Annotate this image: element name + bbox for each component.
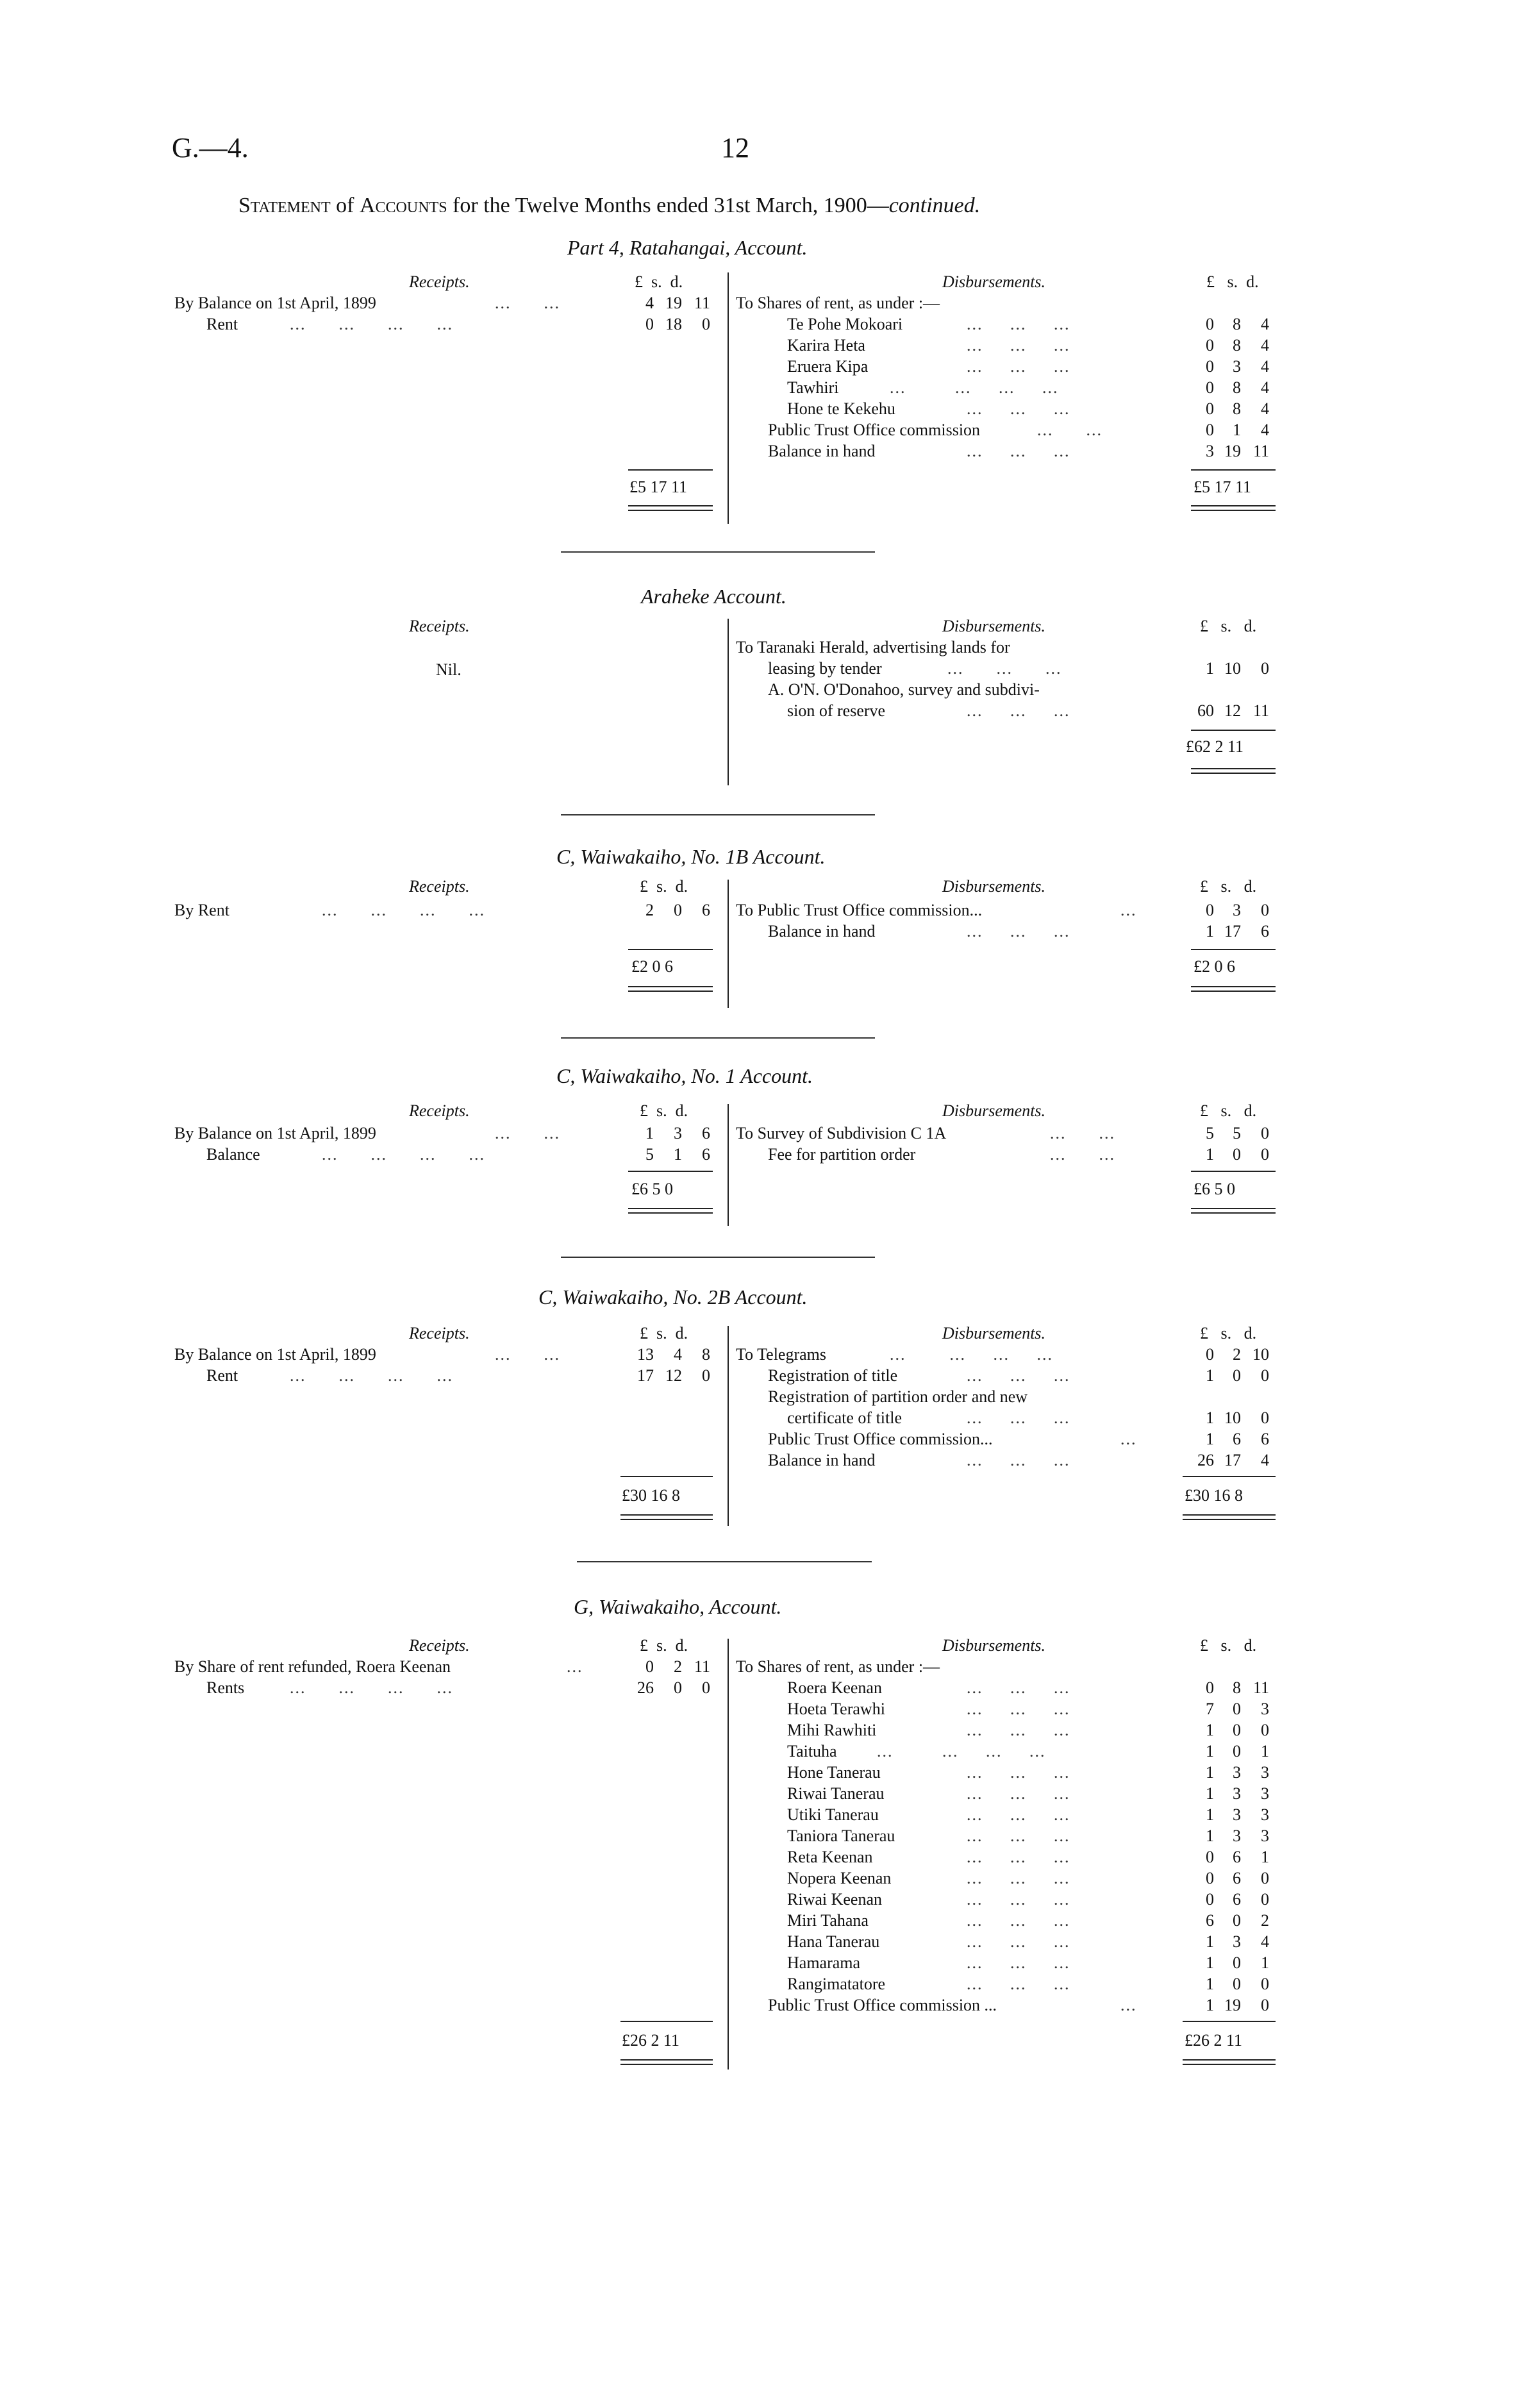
disbursement-row: Eruera Kipa ... ... ... 0 3 4: [787, 357, 1269, 376]
disbursement-header: To Shares of rent, as under :—: [736, 1657, 940, 1676]
total-double-rule: [628, 510, 713, 511]
disbursement-row: Tawhiri ... ... ... ... 0 8 4: [787, 378, 1269, 397]
disbursement-row: Reta Keenan ... ... ... 0 6 1: [787, 1848, 1269, 1866]
receipt-row: Rent ... ... ... ... 17 12 0: [206, 1366, 710, 1385]
receipts-units: £ s. d.: [640, 1636, 688, 1655]
total-double-rule: [1191, 1212, 1276, 1214]
disbursements-total: £6 5 0: [1194, 1180, 1235, 1198]
receipts-units: £ s. d.: [635, 272, 683, 291]
disbursements-heading: Disbursements.: [942, 877, 1046, 896]
total-double-rule: [1183, 2064, 1276, 2065]
disbursement-row: Taituha ... ... ... ... 1 0 1: [787, 1742, 1269, 1760]
total-double-rule: [628, 986, 713, 987]
disbursements-units: £ s. d.: [1206, 272, 1259, 291]
total-double-rule: [628, 1208, 713, 1209]
section-separator: [561, 814, 875, 815]
receipt-row: Rents ... ... ... ... 26 0 0: [206, 1678, 710, 1697]
total-rule: [1183, 1476, 1276, 1477]
receipts-total: £26 2 11: [622, 2031, 680, 2050]
receipt-row: By Balance on 1st April, 1899 ... ... 1 3 6: [174, 1124, 710, 1142]
section-separator: [561, 1257, 875, 1258]
receipts-heading: Receipts.: [409, 877, 470, 896]
disbursements-units: £ s. d.: [1200, 877, 1257, 896]
disbursement-row: Taniora Tanerau ... ... ... 1 3 3: [787, 1827, 1269, 1845]
disbursement-row: Riwai Tanerau ... ... ... 1 3 3: [787, 1784, 1269, 1803]
section-separator: [561, 1037, 875, 1039]
total-double-rule: [620, 2059, 713, 2061]
disbursement-row: To Public Trust Office commission... ... 0 3 0: [736, 901, 1269, 919]
receipt-row: By Balance on 1st April, 1899 ... ... 13 4 8: [174, 1345, 710, 1364]
total-double-rule: [1191, 505, 1276, 506]
disbursement-row: Hone Tanerau ... ... ... 1 3 3: [787, 1763, 1269, 1782]
disbursements-units: £ s. d.: [1200, 1324, 1257, 1342]
disbursement-row: certificate of title ... ... ... 1 10 0: [787, 1409, 1269, 1427]
disbursements-total: £62 2 11: [1186, 737, 1244, 756]
total-double-rule: [1191, 773, 1276, 774]
disbursements-heading: Disbursements.: [942, 1324, 1046, 1342]
receipts-units: £ s. d.: [640, 1101, 688, 1120]
receipts-heading: Receipts.: [409, 1636, 470, 1655]
disbursement-row: Mihi Rawhiti ... ... ... 1 0 0: [787, 1721, 1269, 1739]
disbursement-row: Riwai Keenan ... ... ... 0 6 0: [787, 1890, 1269, 1909]
disbursements-total: £2 0 6: [1194, 957, 1235, 976]
total-rule: [628, 469, 713, 471]
page-reference: G.—4.: [172, 132, 249, 163]
disbursements-total: £5 17 11: [1194, 478, 1252, 496]
total-rule: [1191, 949, 1276, 950]
total-rule: [620, 2021, 713, 2022]
disbursements-units: £ s. d.: [1200, 617, 1257, 635]
total-double-rule: [620, 1514, 713, 1516]
disbursement-row: Public Trust Office commission... ... 1 6 6: [768, 1430, 1269, 1448]
disbursement-row: Registration of partition order and new: [768, 1387, 1028, 1406]
disbursement-row: Public Trust Office commission ... ... 0 1 4: [768, 421, 1269, 439]
disbursement-row: Public Trust Office commission ... ... 1 19 0: [768, 1996, 1269, 2014]
disbursement-row: Hoeta Terawhi ... ... ... 7 0 3: [787, 1700, 1269, 1718]
total-double-rule: [1191, 510, 1276, 511]
receipt-row: By Share of rent refunded, Roera Keenan ... 0 2 11: [174, 1657, 710, 1676]
disbursement-row: To Survey of Subdivision C 1A ... ... 5 5 0: [736, 1124, 1269, 1142]
disbursement-row: A. O'N. O'Donahoo, survey and subdivi-: [768, 680, 1040, 699]
total-double-rule: [620, 2064, 713, 2065]
disbursements-heading: Disbursements.: [942, 272, 1046, 291]
disbursement-row: Balance in hand ... ... ... 3 19 11: [768, 442, 1269, 460]
column-divider: [728, 272, 729, 524]
disbursement-row: sion of reserve ... ... ... 60 12 11: [787, 701, 1269, 720]
total-double-rule: [1191, 768, 1276, 769]
total-rule: [620, 1476, 713, 1477]
receipts-nil: Nil.: [436, 660, 462, 679]
title-rest: for the Twelve Months ended 31st March, 1900—: [453, 194, 889, 217]
disbursements-units: £ s. d.: [1200, 1636, 1257, 1655]
total-double-rule: [1183, 1519, 1276, 1520]
disbursement-row: Rangimatatore ... ... ... 1 0 0: [787, 1975, 1269, 1993]
total-rule: [1191, 730, 1276, 731]
disbursement-row: Hamarama ... ... ... 1 0 1: [787, 1953, 1269, 1972]
disbursement-row: Balance in hand ... ... ... 1 17 6: [768, 922, 1269, 941]
receipts-units: £ s. d.: [640, 877, 688, 896]
title-word-accounts: Accounts: [359, 194, 447, 217]
total-rule: [1191, 469, 1276, 471]
disbursement-row: Fee for partition order ... ... 1 0 0: [768, 1145, 1269, 1164]
column-divider: [728, 1104, 729, 1226]
disbursement-row: Utiki Tanerau ... ... ... 1 3 3: [787, 1805, 1269, 1824]
disbursements-total: £26 2 11: [1185, 2031, 1243, 2050]
total-rule: [628, 1171, 713, 1172]
disbursements-total: £30 16 8: [1185, 1486, 1243, 1505]
column-divider: [728, 880, 729, 1008]
account-title: C, Waiwakaiho, No. 1B Account.: [556, 845, 826, 868]
total-double-rule: [1191, 1208, 1276, 1209]
section-separator: [561, 551, 875, 553]
receipts-total: £5 17 11: [629, 478, 688, 496]
title-continued: continued.: [888, 194, 981, 217]
total-double-rule: [1183, 1514, 1276, 1516]
receipts-total: £30 16 8: [622, 1486, 680, 1505]
account-title: G, Waiwakaiho, Account.: [574, 1595, 782, 1618]
receipts-heading: Receipts.: [409, 1324, 470, 1342]
account-title: C, Waiwakaiho, No. 2B Account.: [538, 1285, 808, 1309]
disbursement-row: Miri Tahana ... ... ... 6 0 2: [787, 1911, 1269, 1930]
receipts-heading: Receipts.: [409, 272, 470, 291]
total-double-rule: [628, 1212, 713, 1214]
disbursement-row: Registration of title ... ... ... 1 0 0: [768, 1366, 1269, 1385]
receipt-row: Rent ... ... ... ... 0 18 0: [206, 315, 710, 333]
disbursement-row: Hana Tanerau ... ... ... 1 3 4: [787, 1932, 1269, 1951]
disbursement-header: To Shares of rent, as under :—: [736, 294, 940, 312]
column-divider: [728, 1326, 729, 1526]
disbursements-heading: Disbursements.: [942, 1636, 1046, 1655]
disbursement-row: leasing by tender ... ... ... 1 10 0: [768, 659, 1269, 678]
disbursements-heading: Disbursements.: [942, 1101, 1046, 1120]
total-rule: [1183, 2021, 1276, 2022]
disbursement-row: Balance in hand ... ... ... 26 17 4: [768, 1451, 1269, 1469]
account-title: Araheke Account.: [641, 585, 786, 608]
total-double-rule: [1183, 2059, 1276, 2061]
receipts-heading: Receipts.: [409, 617, 470, 635]
disbursement-row: To Telegrams ... ... ... ... 0 2 10: [736, 1345, 1269, 1364]
account-title: Part 4, Ratahangai, Account.: [567, 236, 808, 259]
account-title: C, Waiwakaiho, No. 1 Account.: [556, 1064, 813, 1087]
total-double-rule: [1191, 986, 1276, 987]
total-double-rule: [628, 991, 713, 992]
receipts-total: £2 0 6: [631, 957, 673, 976]
receipt-row: Balance ... ... ... ... 5 1 6: [206, 1145, 710, 1164]
column-divider: [728, 1639, 729, 2069]
receipts-heading: Receipts.: [409, 1101, 470, 1120]
page-title: [238, 194, 980, 218]
disbursements-units: £ s. d.: [1200, 1101, 1257, 1120]
title-word-statement: Statement: [238, 194, 331, 217]
disbursement-row: Karira Heta ... ... ... 0 8 4: [787, 336, 1269, 355]
section-separator: [577, 1561, 872, 1562]
total-double-rule: [628, 505, 713, 506]
disbursement-row: Nopera Keenan ... ... ... 0 6 0: [787, 1869, 1269, 1887]
receipts-units: £ s. d.: [640, 1324, 688, 1342]
receipt-row: By Rent ... ... ... ... 2 0 6: [174, 901, 710, 919]
receipts-total: £6 5 0: [631, 1180, 673, 1198]
total-double-rule: [620, 1519, 713, 1520]
total-double-rule: [1191, 991, 1276, 992]
disbursement-row: Roera Keenan ... ... ... 0 8 11: [787, 1678, 1269, 1697]
column-divider: [728, 619, 729, 785]
total-rule: [1191, 1171, 1276, 1172]
disbursements-heading: Disbursements.: [942, 617, 1046, 635]
receipt-row: By Balance on 1st April, 1899 ... ... 4 19 11: [174, 294, 710, 312]
page-number: 12: [721, 132, 749, 163]
total-rule: [628, 949, 713, 950]
title-of: of: [336, 194, 354, 217]
disbursement-row: Te Pohe Mokoari ... ... ... 0 8 4: [787, 315, 1269, 333]
disbursement-row: Hone te Kekehu ... ... ... 0 8 4: [787, 399, 1269, 418]
disbursement-row: To Taranaki Herald, advertising lands for: [736, 638, 1010, 656]
